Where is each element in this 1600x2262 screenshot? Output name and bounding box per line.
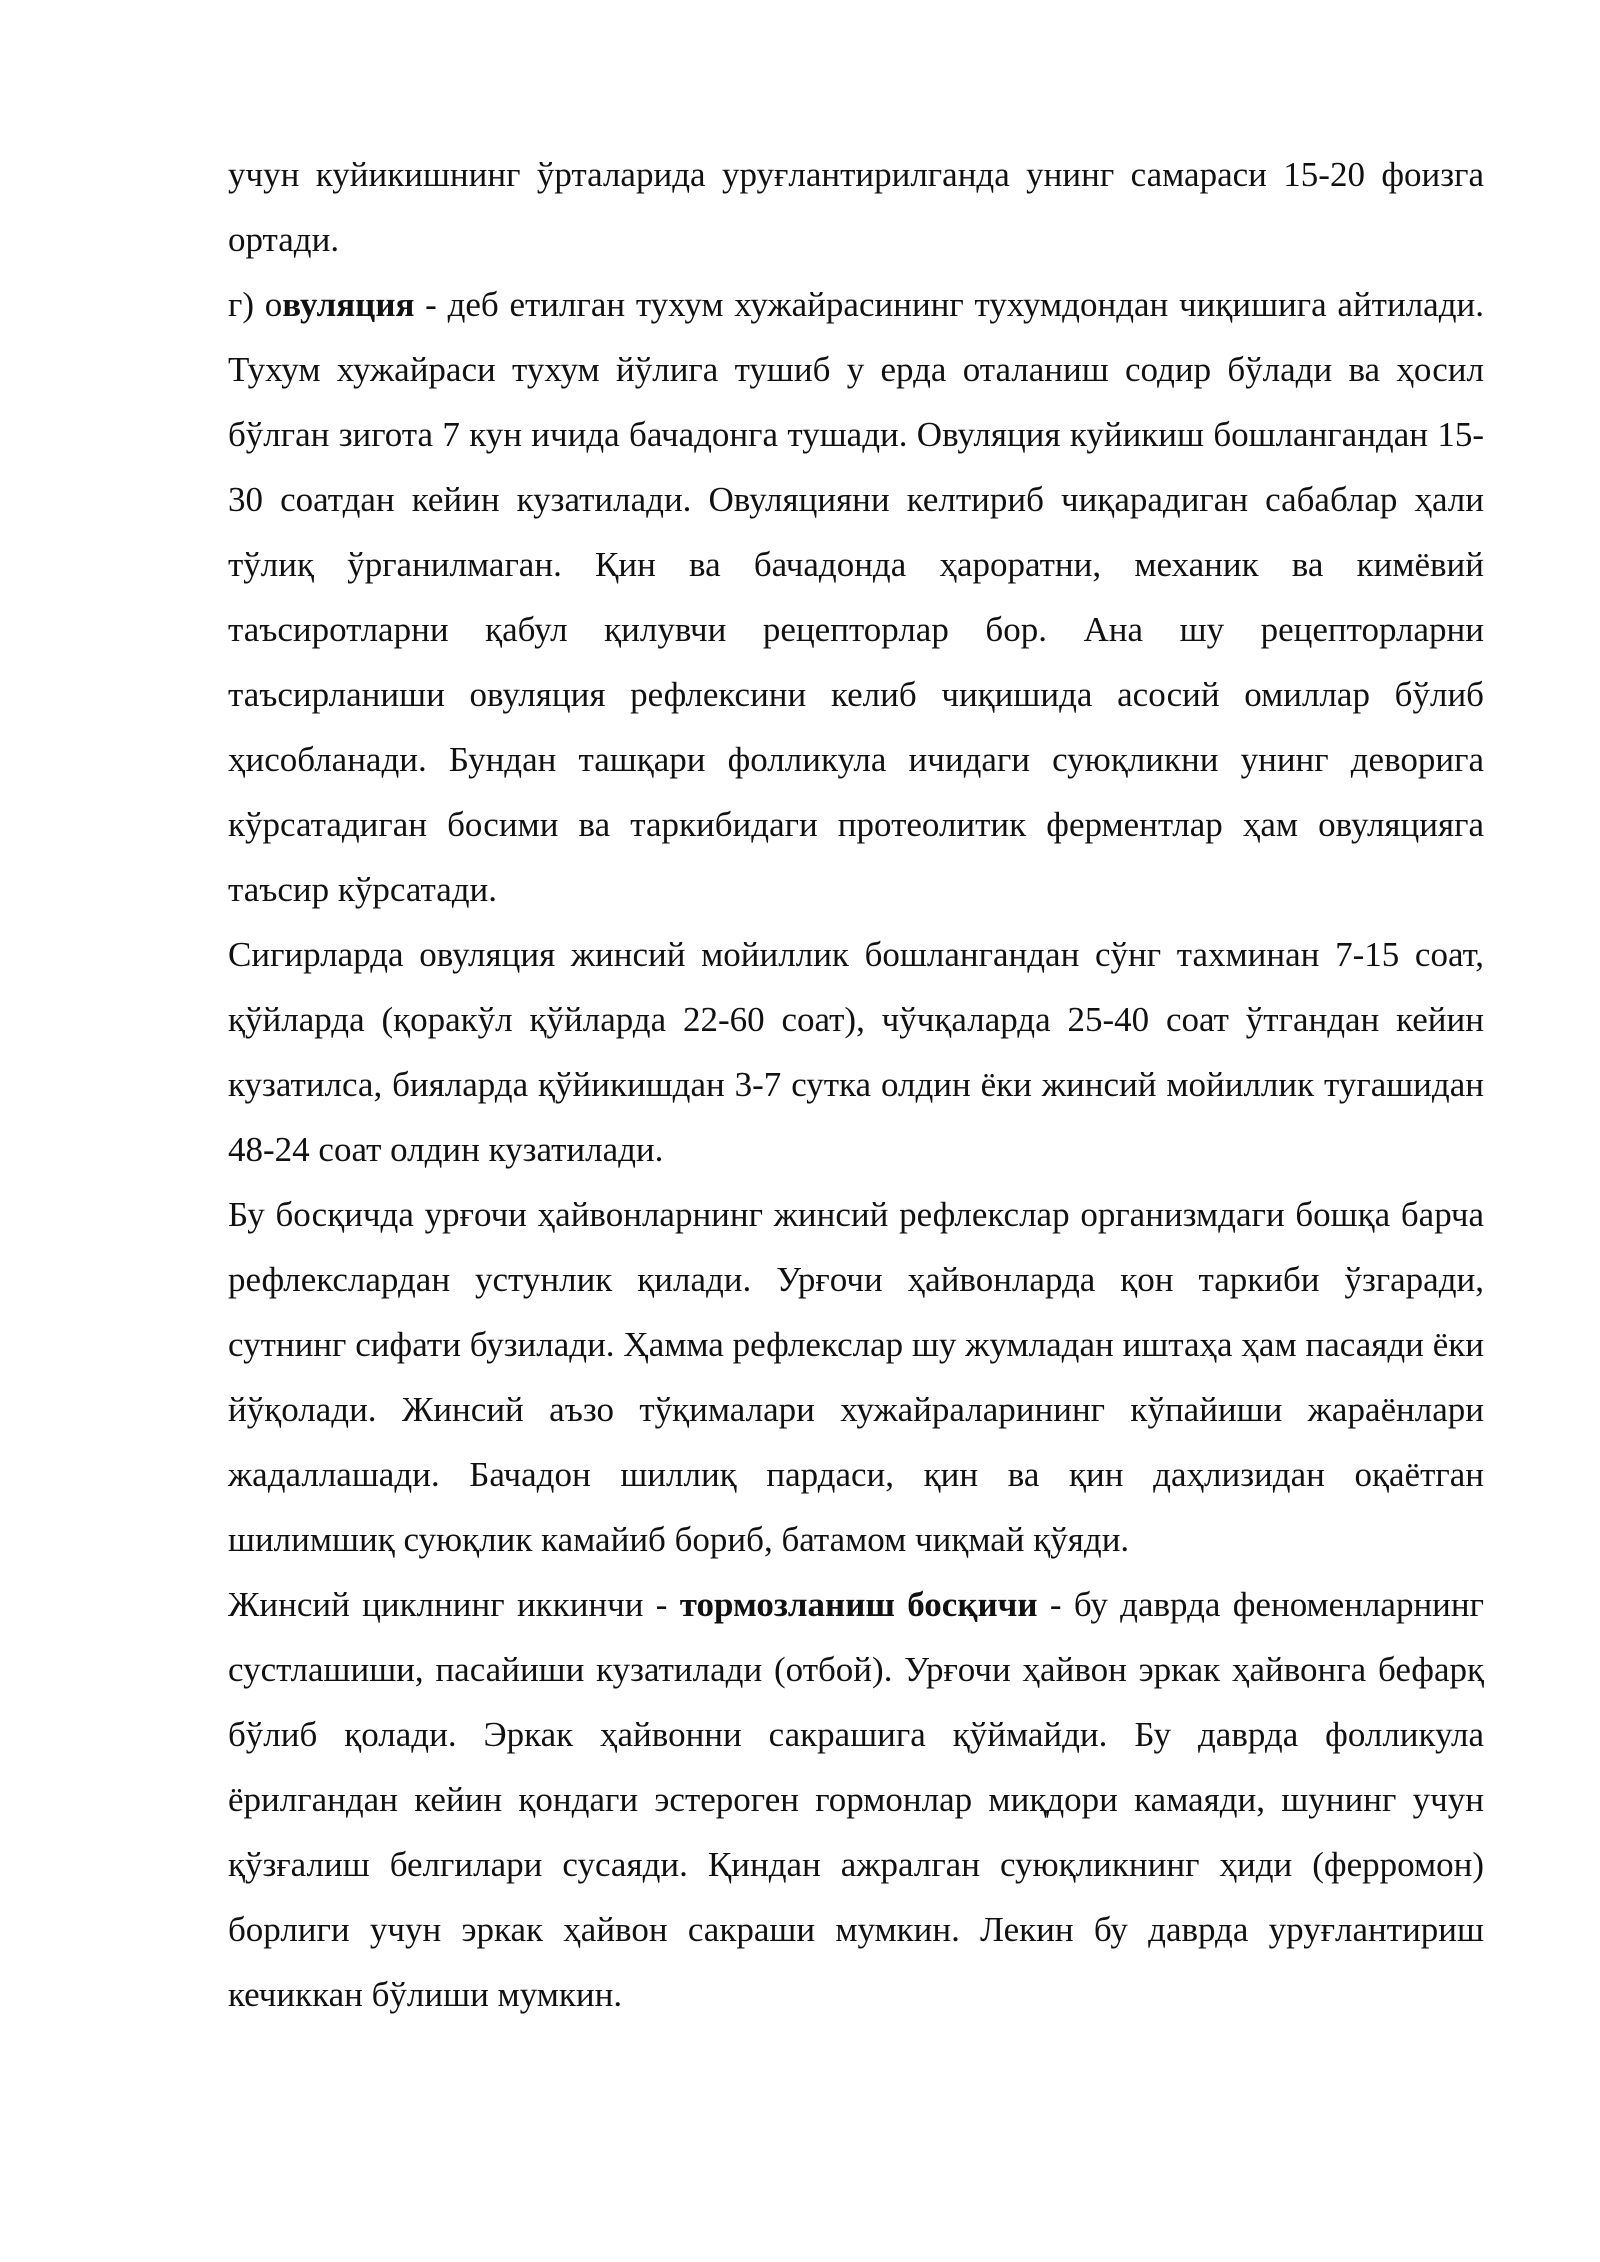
paragraph-ovulation-lead: г) о bbox=[228, 285, 283, 324]
paragraph-continuation: учун куйикишнинг ўрталарида уруғлантирилганда унинг самараси 15-20 фоизга ортади. bbox=[228, 155, 1484, 259]
term-inhibition-stage: тормозланиш босқичи bbox=[679, 1585, 1038, 1624]
paragraph-ovulation bbox=[228, 272, 1484, 922]
paragraph-ovulation-text: - деб етилган тухум хужайрасининг тухумдондан чиқишига айтилади. Тухум хужайраси тухум йўлига тушиб у ерда оталаниш содир бўлади ва ҳосил бўлган зигота 7 кун ичида бачадонга тушади. Овуляция куйикиш бошлангандан 15-30 соатдан кейин кузатилади. Овуляцияни келтириб чиқарадиган сабаблар ҳали тўлиқ ўрганилмаган. Қин ва бачадонда ҳароратни, механик ва кимёвий таъсиротларни қабул қилувчи рецепторлар бор. Ана шу рецепторларни таъсирланиши овуляция рефлексини келиб чиқишида асосий омиллар бўлиб ҳисобланади. Бундан ташқари фолликула ичидаги суюқликни унинг деворига кўрсатадиган босими ва таркибидаги протеолитик ферментлар ҳам овуляцияга таъсир кўрсатади. bbox=[228, 285, 1484, 909]
paragraph-stage-reflexes: Бу босқичда урғочи ҳайвонларнинг жинсий рефлекслар организмдаги бошқа барча рефлекслардан устунлик қилади. Урғочи ҳайвонларда қон таркиби ўзгаради, сутнинг сифати бузилади. Ҳамма рефлекслар шу жумладан иштаҳа ҳам пасаяди ёки йўқолади. Жинсий аъзо тўқималари хужайраларининг кўпайиши жараёнлари жадаллашади. Бачадон шиллиқ пардаси, қин ва қин даҳлизидан оқаётган шилимшиқ суюқлик камайиб бориб, батамом чиқмай қўяди. bbox=[228, 1195, 1484, 1559]
paragraph-inhibition-lead: Жинсий циклнинг иккинчи - bbox=[228, 1585, 680, 1624]
paragraph-inhibition-text: - бу даврда феноменларнинг сустлашиши, пасайиши кузатилади (отбой). Урғочи ҳайвон эркак ҳайвонга бефарқ бўлиб қолади. Эркак ҳайвонни сакрашига қўймайди. Бу даврда фолликула ёрилгандан кейин қондаги эстероген гормонлар миқдори камаяди, шунинг учун қўзғалиш белгилари сусаяди. Қиндан ажралган суюқликнинг ҳиди (ферромон) борлиги учун эркак ҳайвон сакраши мумкин. Лекин бу даврда уруғлантириш кечиккан бўлиши мумкин. bbox=[228, 1585, 1484, 2014]
paragraph-inhibition-stage bbox=[228, 1572, 1484, 2027]
term-ovulation: вуляция bbox=[282, 285, 415, 324]
paragraph-ovulation-timing: Сигирларда овуляция жинсий мойиллик бошлангандан сўнг тахминан 7-15 соат, қўйларда (қоракўл қўйларда 22-60 соат), чўчқаларда 25-40 соат ўтгандан кейин кузатилса, бияларда қўйикишдан 3-7 сутка олдин ёки жинсий мойиллик тугашидан 48-24 соат олдин кузатилади. bbox=[228, 935, 1484, 1169]
document-body bbox=[228, 142, 1484, 2027]
